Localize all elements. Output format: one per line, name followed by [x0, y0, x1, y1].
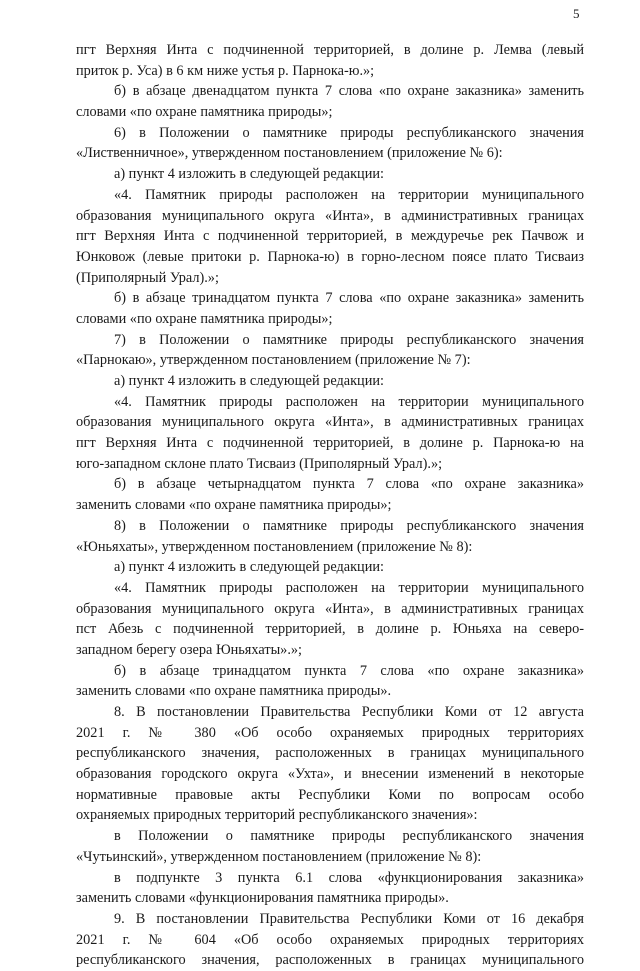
text-line: б) в абзаце тринадцатом пункта 7 слова «по охране заказника» — [114, 662, 584, 679]
text-line: (Приполярный Урал).»; — [76, 269, 219, 286]
text-line: 9. В постановлении Правительства Республики Коми от 16 декабря — [114, 910, 584, 927]
text-line: образования городского округа «Ухта», и внесении изменений в некоторые — [76, 766, 584, 783]
document-body — [76, 40, 584, 971]
text-line: 8) в Положении о памятнике природы республиканского значения — [114, 517, 584, 534]
text-line: «4. Памятник природы расположен на территории муниципального — [114, 579, 584, 596]
text-line: пгт Верхняя Инта с подчиненной территорией, в долине р. Парнока-ю на — [76, 435, 584, 452]
text-line: охраняемых природных территорий республиканского значения»: — [76, 807, 478, 824]
text-line: «Парнокаю», утвержденном постановлением (приложение № 7): — [76, 352, 471, 369]
text-line: нормативные правовые акты Республики Коми по вопросам особо — [76, 786, 584, 803]
text-line: пст Абезь с подчиненной территорией, в долине р. Юньяха на северо- — [76, 621, 584, 638]
text-line: «Лиственничное», утвержденном постановлением (приложение № 6): — [76, 145, 503, 162]
text-line: западном берегу озера Юньяхаты».»; — [76, 641, 303, 658]
text-line: заменить словами «функционирования памятника природы». — [76, 890, 449, 907]
text-line: республиканского значения, расположенных в границах муниципального — [76, 952, 584, 969]
text-line: республиканского значения, расположенных в границах муниципального — [76, 745, 584, 762]
text-line: 2021 г. № 604 «Об особо охраняемых природных территориях — [76, 931, 584, 948]
text-line: а) пункт 4 изложить в следующей редакции: — [114, 559, 384, 576]
text-line: «4. Памятник природы расположен на территории муниципального — [114, 186, 584, 203]
text-line: пгт Верхняя Инта с подчиненной территорией, в междуречье рек Пачвож и — [76, 228, 584, 245]
text-line: юго-западном склоне плато Тисваиз (Приполярный Урал).»; — [76, 455, 443, 472]
text-line: образования муниципального округа «Инта», в административных границах — [76, 414, 584, 431]
text-line: в подпункте 3 пункта 6.1 слова «функционирования заказника» — [114, 869, 584, 886]
text-line: заменить словами «по охране памятника природы». — [76, 683, 392, 700]
text-line: 8. В постановлении Правительства Республики Коми от 12 августа — [114, 704, 584, 720]
page-number: 5 — [573, 6, 580, 21]
text-line: б) в абзаце тринадцатом пункта 7 слова «по охране заказника» заменить — [114, 290, 584, 307]
text-line: словами «по охране памятника природы»; — [76, 104, 333, 121]
text-line: «Юньяхаты», утвержденном постановлением (приложение № 8): — [76, 538, 473, 555]
text-line: словами «по охране памятника природы»; — [76, 310, 333, 327]
text-line: а) пункт 4 изложить в следующей редакции: — [114, 166, 384, 183]
text-line: образования муниципального округа «Инта», в административных границах — [76, 600, 584, 617]
text-line: а) пункт 4 изложить в следующей редакции: — [114, 373, 384, 389]
text-line: «4. Памятник природы расположен на территории муниципального — [114, 393, 584, 410]
text-line: б) в абзаце двенадцатом пункта 7 слова «по охране заказника» заменить — [114, 83, 584, 100]
text-line: 6) в Положении о памятнике природы республиканского значения — [114, 124, 584, 141]
text-line: пгт Верхняя Инта с подчиненной территорией, в долине р. Лемва (левый — [76, 42, 584, 58]
text-line: Юнковож (левые притоки р. Парнока-ю) в горно-лесном поясе плато Тисваиз — [76, 248, 584, 265]
text-line: «Чутьинский», утвержденном постановлением (приложение № 8): — [76, 848, 482, 865]
text-line: б) в абзаце четырнадцатом пункта 7 слова «по охране заказника» — [114, 476, 584, 493]
text-line: приток р. Уса) в 6 км ниже устья р. Парнока-ю.»; — [76, 62, 375, 79]
text-line: 2021 г. № 380 «Об особо охраняемых природных территориях — [76, 724, 584, 741]
text-line: 7) в Положении о памятнике природы республиканского значения — [114, 331, 584, 348]
text-line: образования муниципального округа «Инта», в административных границах — [76, 207, 584, 224]
text-line: заменить словами «по охране памятника природы»; — [76, 497, 392, 514]
text-line: в Положении о памятнике природы республиканского значения — [114, 828, 584, 845]
